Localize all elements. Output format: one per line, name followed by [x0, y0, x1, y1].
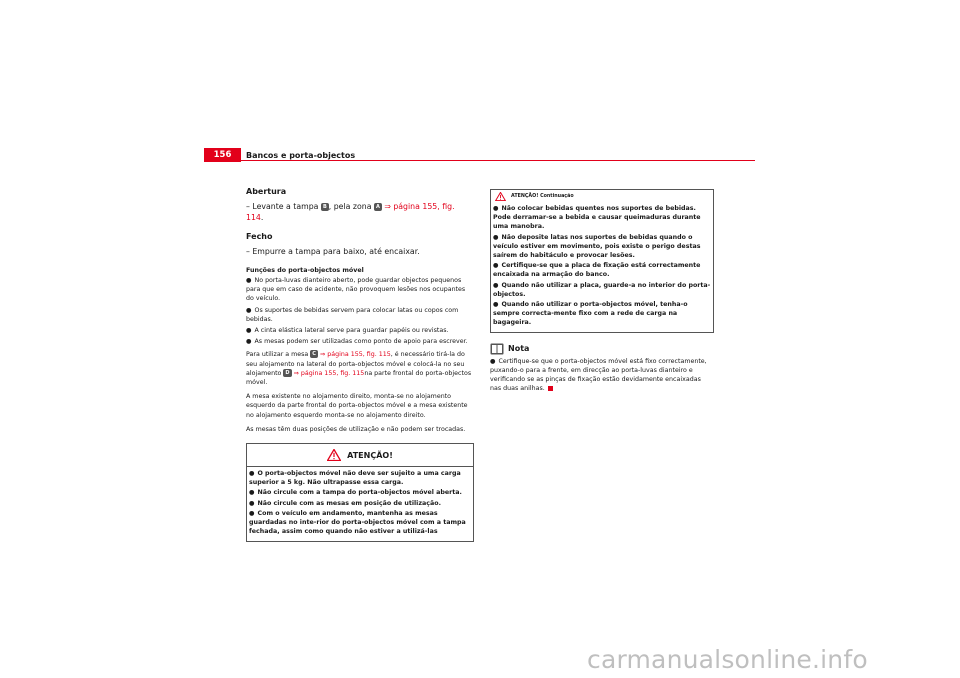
- figure-link[interactable]: ⇒ página 155, fig. 115: [319, 351, 391, 359]
- warning-triangle-icon: [327, 449, 341, 461]
- note-title: Nota: [508, 344, 530, 354]
- step-text: – Levante a tampa: [246, 202, 321, 211]
- warning-item: ● Não circule com a tampa do porta-objectos móvel aberta.: [249, 489, 462, 497]
- running-head: Bancos e porta-objectos: [246, 151, 356, 160]
- warning-header: [247, 444, 473, 467]
- warning-triangle-icon: [495, 192, 506, 201]
- step-open: [246, 201, 474, 223]
- note-book-icon: [490, 343, 504, 355]
- page-number: 156: [204, 148, 241, 162]
- step-text: .: [260, 213, 264, 222]
- badge-a: A: [375, 204, 380, 210]
- warning-box: [246, 443, 474, 542]
- warning-item: ● Não colocar bebidas quentes nos suportes de bebidas. Pode derramar-se a bebida e causar queimaduras durante uma manobra.: [493, 205, 701, 231]
- header-rule: [241, 160, 755, 161]
- warning-continued-box: [490, 189, 714, 333]
- warning-item: ● Quando não utilizar a placa, guarde-a no interior do porta-objectos.: [493, 281, 711, 298]
- figure-link[interactable]: ⇒ página 155, fig. 115: [293, 369, 365, 377]
- badge-d: D: [285, 369, 290, 376]
- paragraph-table-mount: A mesa existente no alojamento direito, monta-se no alojamento esquerdo da parte frontal do porta-objectos móvel e a mesa existente no alojamento esquerdo monta-se no alojamento direito.: [246, 393, 468, 419]
- warning-item: ● Não deposite latas nos suportes de bebidas quando o veículo estiver em movimento, pois existe o perigo destas saírem do habitáculo e provocar lesões.: [493, 233, 701, 260]
- list-item: ● No porta-luvas dianteiro aberto, pode guardar objectos pequenos para que em caso de acidente, não provoquem lesões nos ocupantes do veículo.: [246, 277, 466, 303]
- step-text: , pela zona: [328, 202, 374, 211]
- badge-c: C: [312, 351, 316, 358]
- warning-title: ATENÇÃO!: [347, 450, 393, 460]
- figure-link[interactable]: ⇒ página 155, fig. 114: [246, 202, 455, 222]
- badge-b: B: [322, 204, 327, 210]
- paragraph-table-positions: As mesas têm duas posições de utilização e não podem ser trocadas.: [246, 425, 466, 433]
- section-title-fecho: Fecho: [246, 232, 273, 241]
- warning-continued-header: [491, 190, 713, 202]
- watermark: carmanualsonline.info: [587, 645, 868, 674]
- warning-item: ● O porta-objectos móvel não deve ser sujeito a uma carga superior a 5 kg. Não ultrapasse essa carga.: [249, 470, 461, 487]
- note-header: [490, 343, 712, 355]
- list-item: ● As mesas podem ser utilizadas como ponto de apoio para escrever.: [246, 338, 468, 346]
- end-of-section-marker: [548, 386, 553, 391]
- warning-item: ● Certifique-se que a placa de fixação está correctamente encaixada na armação do banco.: [493, 262, 701, 279]
- warning-continued-title: ATENÇÃO! Continuação: [511, 193, 574, 199]
- note-text: ● Certifique-se que o porta-objectos móvel está fixo correctamente, puxando-o para a frente, em direcção ao porta-luvas dianteiro e verificando se as pinças de fixação estão devidamente encaixadas nas duas anilhas.: [490, 357, 707, 393]
- step-close: – Empurre a tampa para baixo, até encaixar.: [246, 247, 420, 256]
- list-item: ● A cinta elástica lateral serve para guardar papéis ou revistas.: [246, 327, 449, 335]
- list-item: ● Os suportes de bebidas servem para colocar latas ou copos com bebidas.: [246, 306, 459, 323]
- paragraph-table-use: Para utilizar a mesa C ⇒ página 155, fig. 115, é necessário tirá-la do seu alojamento na lateral do porta-objectos móvel e colocá-la no seu alojamento D ⇒ página 155, fig. 115na parte frontal do porta-objectos móvel.: [246, 351, 472, 387]
- right-column: [490, 189, 712, 398]
- warning-item: ● Com o veículo em andamento, mantenha as mesas guardadas no inte-rior do porta-objectos móvel com a tampa fechada, assim como quando não estiver a utilizá-las: [249, 509, 466, 536]
- subheading: Funções do porta-objectos móvel: [246, 267, 364, 274]
- section-title-abertura: Abertura: [246, 187, 287, 196]
- warning-item: ● Quando não utilizar o porta-objectos móvel, tenha-o sempre correcta-mente fixo com a rede de carga na bagageira.: [493, 301, 688, 327]
- warning-item: ● Não circule com as mesas em posição de utilização.: [249, 499, 441, 507]
- left-column: [246, 187, 474, 542]
